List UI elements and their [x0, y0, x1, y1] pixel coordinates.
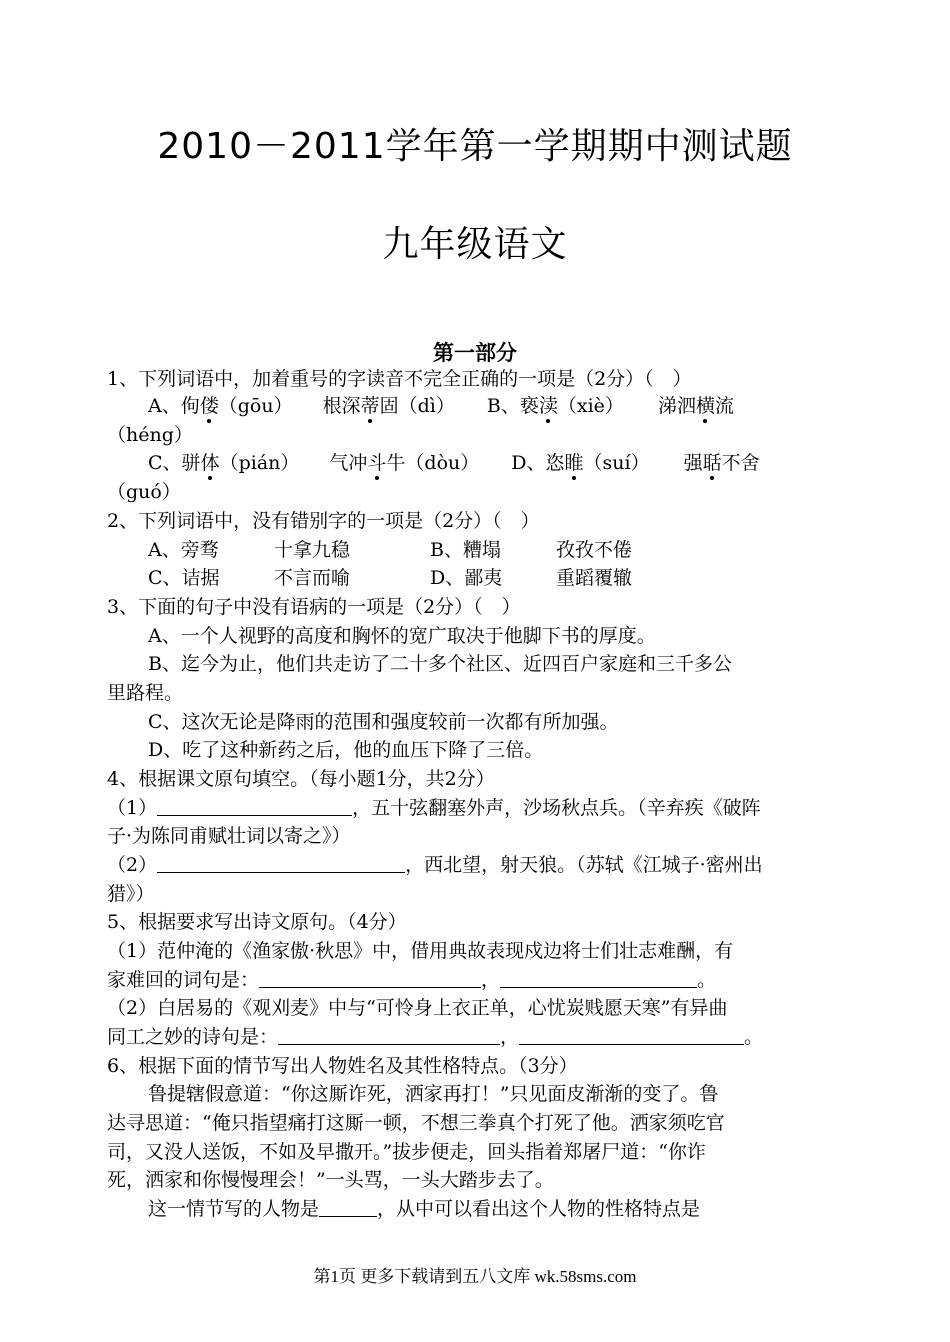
- q6-passage-line1: 鲁提辖假意道：“你这厮诈死，洒家再打！”只见面皮渐渐的变了。鲁: [148, 1083, 719, 1105]
- q1-stem: 1、下列词语中，加着重号的字读音不完全正确的一项是（2分）（ ）: [107, 368, 692, 390]
- section-heading: 第一部分: [433, 341, 517, 365]
- q5-blank-2[interactable]: [500, 967, 697, 988]
- q1-option-d-continued: （guó）: [107, 481, 181, 503]
- q5-part1-continued: 家难回的词句是： ， 。: [107, 969, 717, 991]
- q2-option-cd: C、诘据 不言而喻 D、鄙夷 重蹈覆辙: [148, 567, 633, 589]
- q5-blank-1[interactable]: [259, 967, 481, 988]
- q2-option-ab: A、旁骛 十拿九稳 B、糟塌 孜孜不倦: [148, 539, 633, 561]
- q5-stem: 5、根据要求写出诗文原句。（4分）: [107, 911, 407, 933]
- q3-stem: 3、下面的句子中没有语病的一项是（2分）（ ）: [107, 596, 521, 618]
- q3-option-d: D、吃了这种新药之后，他的血压下降了三倍。: [148, 739, 544, 761]
- q5-blank-3[interactable]: [278, 1024, 500, 1045]
- q1-option-cd: C、骈体（pián） 气冲斗牛（dòu） D、恣睢（suí） 强聒不舍: [148, 449, 848, 477]
- q4-part1: （1） ，五十弦翻塞外声，沙场秋点兵。（辛弃疾《破阵: [107, 797, 761, 819]
- q4-part2: （2） ，西北望，射天狼。（苏轼《江城子·密州出: [107, 854, 763, 876]
- q2-stem: 2、下列词语中，没有错别字的一项是（2分）（ ）: [107, 510, 540, 532]
- q5-blank-4[interactable]: [519, 1024, 744, 1045]
- q1-option-b-continued: （héng）: [107, 424, 193, 446]
- exam-title: 2010－2011学年第一学期期中测试题: [157, 126, 793, 167]
- q3-option-c: C、这次无论是降雨的范围和强度较前一次都有所加强。: [148, 711, 619, 733]
- q5-part2-continued: 同工之妙的诗句是： ， 。: [107, 1026, 764, 1048]
- q4-part1-continued: 子·为陈同甫赋壮词以寄之》）: [107, 825, 351, 847]
- q6-blank-name[interactable]: [319, 1196, 377, 1217]
- q4-blank-2[interactable]: [157, 852, 405, 873]
- q6-stem: 6、根据下面的情节写出人物姓名及其性格特点。（3分）: [107, 1055, 578, 1077]
- q3-option-b-continued: 里路程。: [107, 682, 184, 704]
- q4-blank-1[interactable]: [157, 795, 352, 816]
- q3-option-a: A、一个人视野的高度和胸怀的宽广取决于他脚下书的厚度。: [148, 625, 656, 647]
- q4-stem: 4、根据课文原句填空。（每小题1分，共2分）: [107, 768, 495, 790]
- q5-part2: （2）白居易的《观刈麦》中与“可怜身上衣正单，心忧炭贱愿天寒”有异曲: [107, 997, 728, 1019]
- exam-subtitle: 九年级语文: [382, 224, 568, 265]
- q6-passage-line4: 死，洒家和你慢慢理会！”一头骂，一头大踏步去了。: [107, 1169, 554, 1191]
- q3-option-b: B、迄今为止，他们共走访了二十多个社区、近四百户家庭和三千多公: [148, 653, 732, 675]
- q6-question: 这一情节写的人物是 ，从中可以看出这个人物的性格特点是: [148, 1198, 701, 1220]
- q5-part1: （1）范仲淹的《渔家傲·秋思》中，借用典故表现戍边将士们壮志难酬，有: [107, 940, 734, 962]
- q4-part2-continued: 猎》）: [107, 883, 155, 905]
- page-footer: 第1页 更多下载请到五八文库 wk.58sms.com: [313, 1267, 637, 1286]
- q1-option-ab: A、佝偻（gōu） 根深蒂固（dì） B、亵渎（xiè） 涕泗横流: [148, 392, 848, 420]
- q6-passage-line2: 达寻思道：“俺只指望痛打这厮一顿，不想三拳真个打死了他。洒家须吃官: [107, 1112, 725, 1134]
- q6-passage-line3: 司，又没人送饭，不如及早撒开。”拔步便走，回头指着郑屠尸道：“你诈: [107, 1141, 706, 1163]
